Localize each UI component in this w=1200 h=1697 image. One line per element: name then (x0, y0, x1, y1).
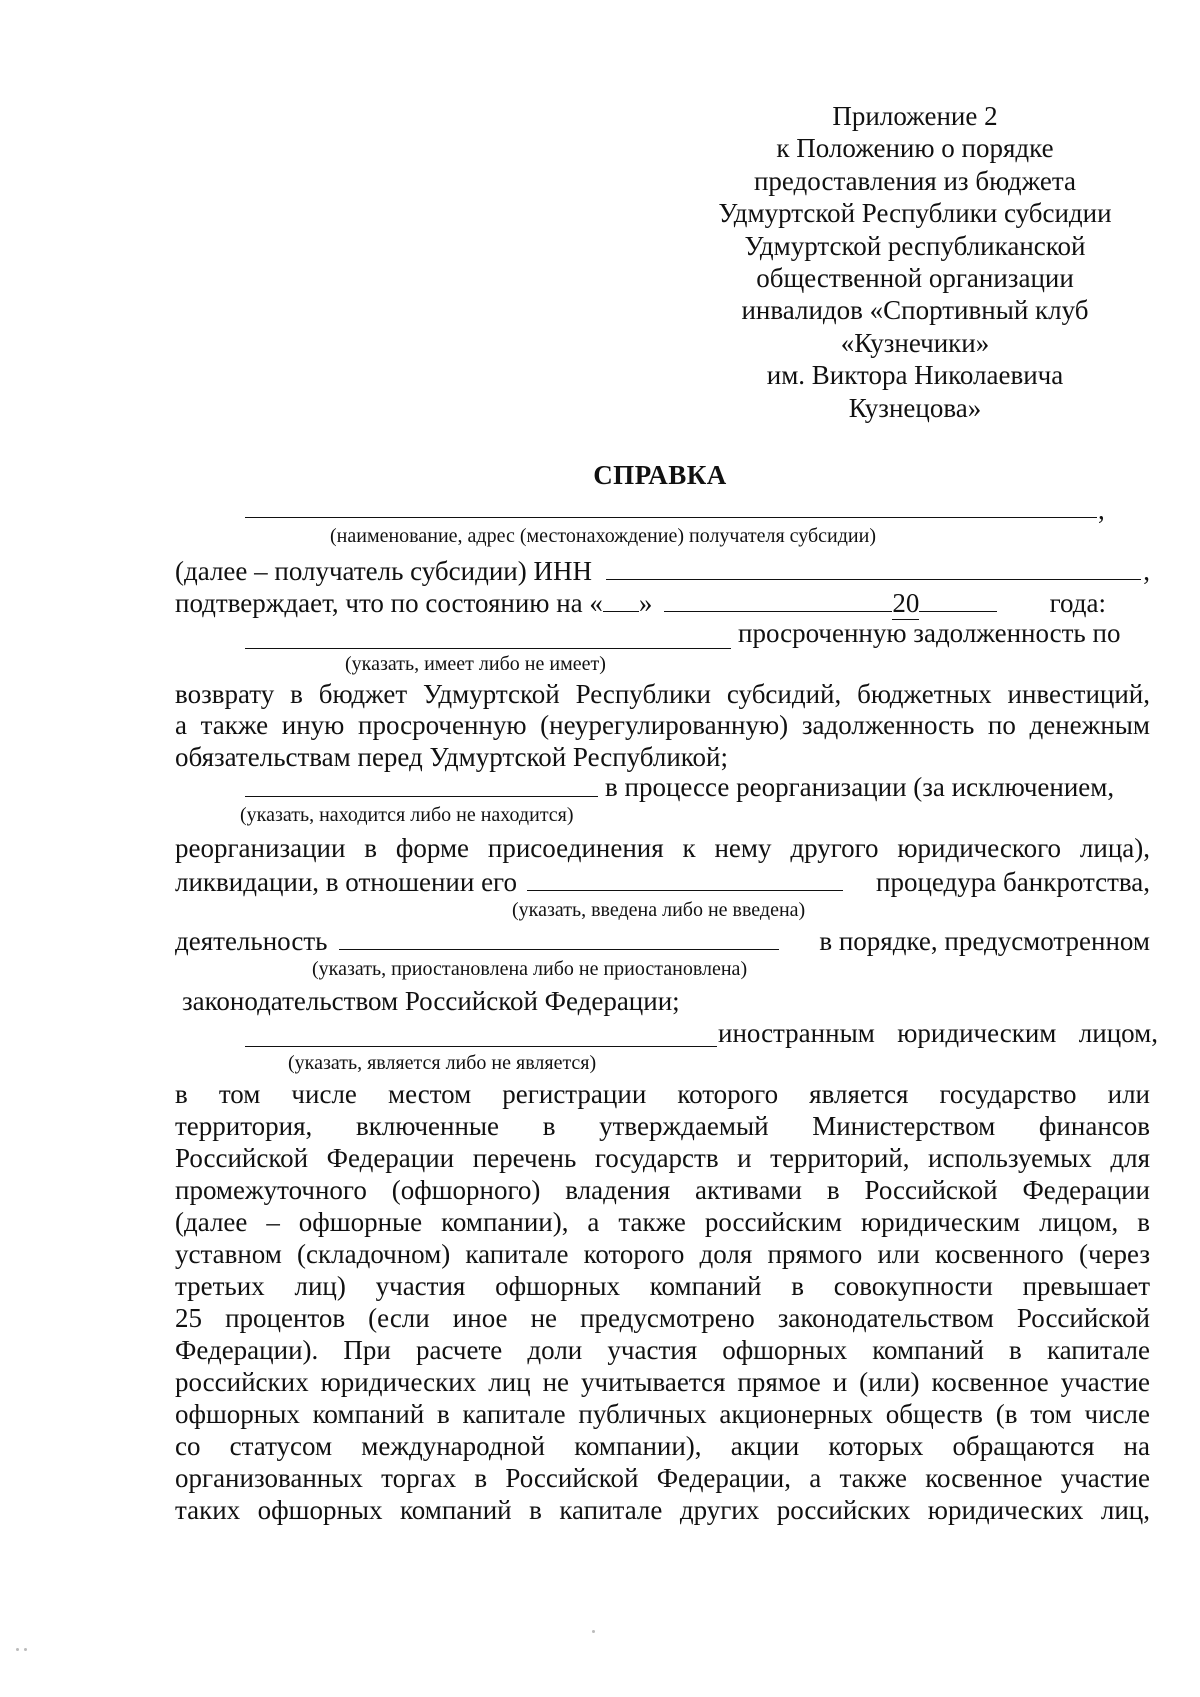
activity-suffix: в порядке, предусмотренном (819, 926, 1150, 956)
body-line: со статусом международной компании), акции которых обращаются на (175, 1431, 1150, 1461)
body-line: территория, включенные в утверждаемый Министерством финансов (175, 1111, 1150, 1141)
reorg-suffix: в процессе реорганизации (за исключением, (605, 772, 1115, 802)
attachment-line: Кузнецова» (848, 392, 982, 423)
day-field (603, 585, 639, 612)
activity-field (339, 923, 779, 950)
bankrupt-hint: (указать, введена либо не введена) (512, 899, 806, 921)
body-line: (далее – офшорные компании), а также российским юридическим лицом, в (175, 1207, 1150, 1237)
body-line: возврату в бюджет Удмуртской Республики субсидий, бюджетных инвестиций, (175, 679, 1150, 709)
body-line: третьих лиц) участия офшорных компаний в совокупности превышает (175, 1271, 1150, 1301)
attachment-line: предоставления из бюджета (753, 165, 1077, 196)
year-prefix: 20 (892, 588, 920, 618)
inn-field (606, 553, 1141, 580)
attachment-header (680, 100, 1150, 424)
bankrupt-suffix: процедура банкротства, (876, 867, 1150, 897)
body-line: 25 процентов (если иное не предусмотрено законодательством Российской (175, 1303, 1150, 1333)
attachment-line: им. Виктора Николаевича (766, 360, 1064, 391)
debt-hint: (указать, имеет либо не имеет) (345, 653, 606, 675)
date-quote-close: » (638, 588, 653, 618)
body-line: промежуточного (офшорного) владения активами в Российской Федерации (175, 1175, 1150, 1205)
foreign-field-line (245, 1046, 717, 1047)
body-line: в том числе местом регистрации которого является государство или (175, 1079, 1150, 1109)
bankrupt-line (175, 864, 1150, 898)
body-line: российских юридических лиц не учитывается прямое и (или) косвенное участие (175, 1367, 1150, 1397)
recipient-field-line (245, 517, 1097, 518)
inn-line (175, 553, 1150, 587)
attachment-line: Удмуртской Республики субсидии (718, 198, 1112, 229)
attachment-line: общественной организации (756, 263, 1074, 294)
body-line: офшорных компаний в капитале публичных акционерных обществ (в том числе (175, 1399, 1150, 1429)
body-line: организованных торгах в Российской Федерации, а также косвенное участие (175, 1463, 1150, 1493)
activity-hint: (указать, приостановлена либо не приостановлена) (312, 958, 748, 980)
bankrupt-field (527, 864, 843, 891)
reorg-hint: (указать, находится либо не находится) (240, 804, 574, 826)
foreign-hint: (указать, является либо не является) (288, 1052, 597, 1074)
attachment-line: инвалидов «Спортивный клуб (741, 295, 1089, 326)
recipient-comma: , (1098, 495, 1105, 525)
attachment-line: Удмуртской республиканской (744, 230, 1086, 261)
foreign-suffix: иностранным юридическим лицом, (718, 1018, 1158, 1048)
attachment-line: к Положению о порядке (776, 133, 1054, 164)
debt-suffix: просроченную задолженность по (738, 618, 1121, 648)
date-prefix: подтверждает, что по состоянию на « (175, 588, 603, 618)
scan-speck (24, 1648, 27, 1651)
body-line: обязательствам перед Удмуртской Республикой; (175, 742, 728, 772)
bankrupt-prefix: ликвидации, в отношении его (175, 867, 517, 897)
body-line: Федерации). При расчете доли участия офшорных компаний в капитале (175, 1335, 1150, 1365)
month-field (664, 585, 892, 612)
activity-line (175, 923, 1150, 957)
scan-speck (16, 1648, 19, 1651)
date-line (175, 585, 1150, 620)
attachment-line: Приложение 2 (832, 101, 998, 131)
inn-comma: , (1143, 556, 1150, 586)
activity-prefix: деятельность (175, 926, 328, 956)
inn-prefix: (далее – получатель субсидии) ИНН (175, 556, 592, 586)
body-line: реорганизации в форме присоединения к нему другого юридического лица), (175, 833, 1150, 863)
attachment-line: «Кузнечики» (840, 327, 990, 358)
recipient-hint: (наименование, адрес (местонахождение) получателя субсидии) (330, 525, 876, 547)
scan-speck (592, 1630, 595, 1633)
reorg-field-line (245, 796, 598, 797)
year-field (919, 585, 997, 612)
debt-field-line (245, 648, 731, 649)
year-suffix: года: (1049, 588, 1106, 618)
body-line: таких офшорных компаний в капитале других российских юридических лиц, (175, 1495, 1150, 1525)
body-line: а также иную просроченную (неурегулированную) задолженность по денежным (175, 710, 1150, 740)
body-line: уставном (складочном) капитале которого доля прямого или косвенного (через (175, 1239, 1150, 1269)
body-line: Российской Федерации перечень государств и территорий, используемых для (175, 1143, 1150, 1173)
body-line: законодательством Российской Федерации; (182, 986, 680, 1016)
document-title: СПРАВКА (593, 460, 727, 490)
